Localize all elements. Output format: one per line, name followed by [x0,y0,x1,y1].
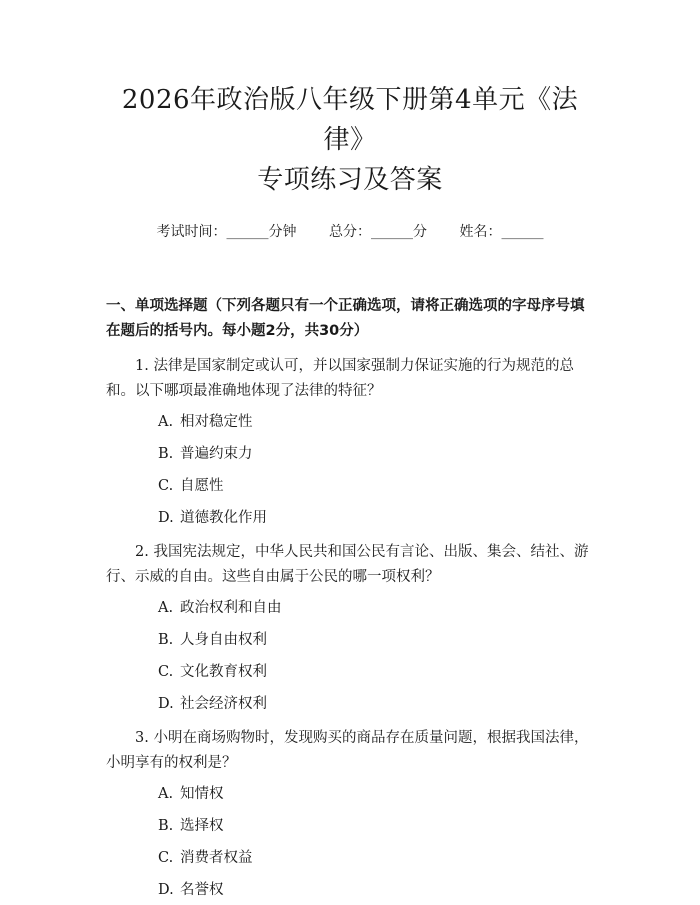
option-list [106,412,594,528]
exam-name: 姓名：______ [459,224,544,240]
option-d [106,694,594,714]
section-heading: 一、单项选择题（下列各题只有一个正确选项，请将正确选项的字母序号填在题后的括号内。每小题2分，共30分） [106,298,585,339]
option-c [106,476,594,496]
question-stem: 1. 法律是国家制定或认可，并以国家强制力保证实施的行为规范的总和。以下哪项最准确地体现了法律的特征？ [106,358,574,399]
question-3 [106,726,594,900]
option-text: 知情权 [180,786,224,802]
option-a [106,784,594,804]
option-letter: D. [158,510,174,526]
option-text: 名誉权 [180,882,224,898]
exam-score: 总分：______分 [329,224,427,240]
question-2 [106,540,594,714]
question-1 [106,354,594,528]
option-text: 社会经济权利 [180,696,267,712]
option-b [106,630,594,650]
option-letter: C. [158,478,174,494]
option-d [106,508,594,528]
option-text: 政治权利和自由 [180,600,282,616]
option-c [106,662,594,682]
question-stem: 2. 我国宪法规定，中华人民共和国公民有言论、出版、集会、结社、游行、示威的自由。这些自由属于公民的哪一项权利？ [106,544,589,585]
option-letter: D. [158,696,174,712]
option-text: 道德教化作用 [180,510,267,526]
option-b [106,444,594,464]
option-letter: D. [158,882,174,898]
question-stem: 3. 小明在商场购物时，发现购买的商品存在质量问题，根据我国法律，小明享有的权利是？ [106,730,589,771]
option-letter: A. [158,786,174,802]
title-line-2: 专项练习及答案 [257,165,443,195]
title-line-1: 2026年政治版八年级下册第4单元《法律》 [121,85,579,155]
exam-time: 考试时间：______分钟 [156,224,297,240]
option-text: 文化教育权利 [180,664,267,680]
option-text: 普遍约束力 [180,446,253,462]
exam-meta [106,222,594,242]
option-d [106,880,594,900]
option-text: 消费者权益 [180,850,253,866]
option-a [106,598,594,618]
option-letter: B. [158,446,174,462]
option-a [106,412,594,432]
option-letter: B. [158,632,174,648]
option-c [106,848,594,868]
option-text: 人身自由权利 [180,632,267,648]
option-list [106,598,594,714]
option-letter: B. [158,818,174,834]
option-text: 自愿性 [180,478,224,494]
option-letter: C. [158,850,174,866]
option-list [106,784,594,900]
option-letter: A. [158,414,174,430]
document-title [106,0,594,200]
option-b [106,816,594,836]
option-text: 相对稳定性 [180,414,253,430]
option-letter: C. [158,664,174,680]
option-letter: A. [158,600,174,616]
option-text: 选择权 [180,818,224,834]
